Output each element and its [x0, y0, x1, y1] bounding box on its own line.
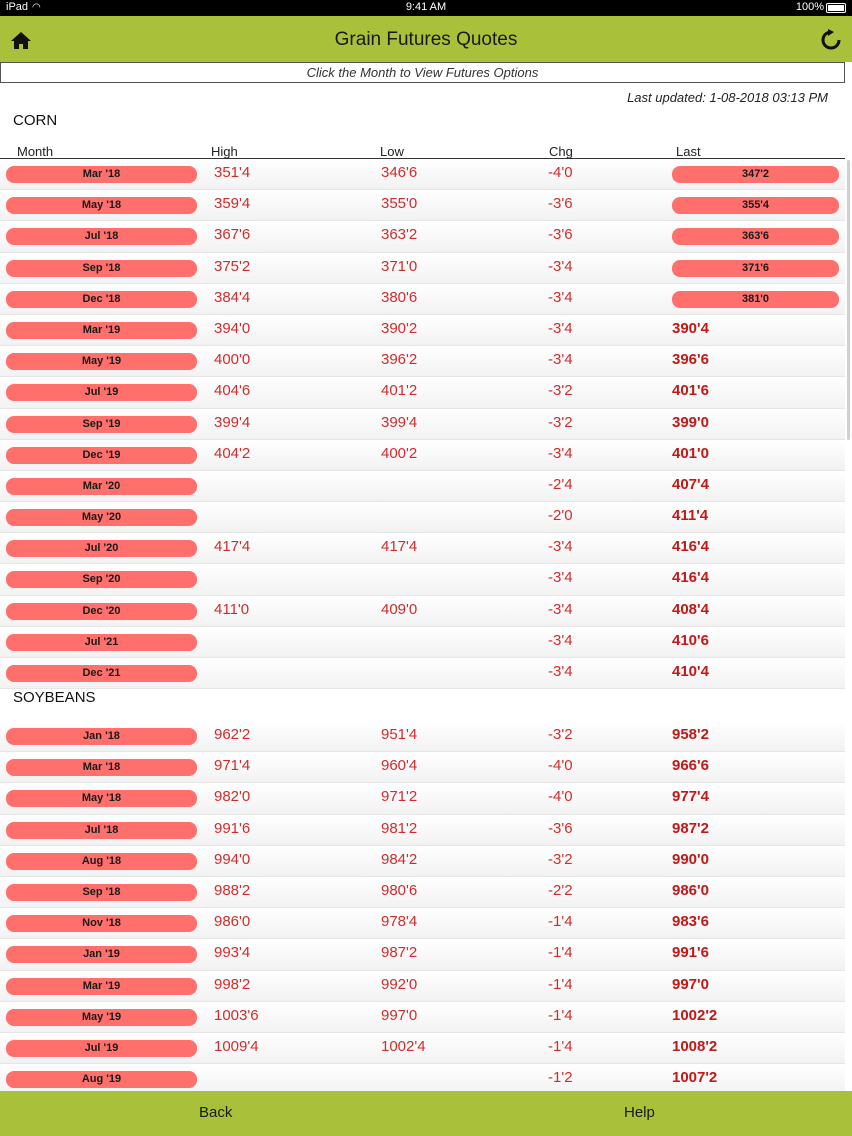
column-header-low: Low [380, 144, 404, 159]
change-cell: -1'4 [548, 975, 573, 993]
high-cell: 411'0 [214, 600, 250, 618]
change-cell: -3'4 [548, 663, 573, 680]
month-button[interactable]: May '18 [6, 790, 197, 807]
low-cell: 355'0 [381, 195, 418, 213]
footer-bar [0, 1091, 852, 1136]
table-row [0, 815, 845, 846]
change-cell: -3'6 [548, 226, 573, 244]
change-cell: -1'4 [548, 913, 573, 931]
table-row [0, 284, 845, 315]
table-header [0, 144, 845, 159]
battery-level: 100% [795, 1, 824, 13]
change-cell: -4'0 [548, 788, 573, 806]
last-cell: 396'6 [672, 351, 709, 369]
table-row [0, 502, 845, 533]
high-cell: 991'6 [214, 819, 251, 837]
table-row [0, 971, 845, 1002]
month-button[interactable]: Mar '19 [6, 978, 197, 995]
high-cell: 404'6 [214, 382, 251, 400]
month-button[interactable]: Sep '18 [6, 260, 197, 277]
last-cell: 987'2 [672, 819, 709, 837]
change-cell: -3'2 [548, 850, 573, 868]
month-button[interactable]: Sep '20 [6, 571, 197, 588]
table-row [0, 253, 845, 284]
table-row [0, 658, 845, 689]
clock: 9:41 AM [405, 1, 447, 13]
table-row [0, 221, 845, 252]
month-button[interactable]: May '19 [6, 1009, 197, 1026]
low-cell: 997'0 [381, 1006, 418, 1024]
last-cell: 410'6 [672, 631, 709, 649]
last-cell: 977'4 [672, 788, 709, 806]
table-row [0, 533, 845, 564]
low-cell: 981'2 [381, 819, 418, 837]
soybeans-table [0, 721, 845, 1095]
last-cell: 401'0 [672, 444, 709, 462]
change-cell: -4'0 [548, 164, 573, 181]
month-button[interactable]: Jan '19 [6, 946, 197, 963]
change-cell: -3'4 [548, 319, 573, 337]
last-cell: 399'0 [672, 413, 709, 431]
last-cell: 991'6 [672, 944, 709, 962]
table-row [0, 1033, 845, 1064]
month-button[interactable]: Mar '20 [6, 478, 197, 495]
low-cell: 371'0 [381, 257, 418, 275]
month-button[interactable]: Sep '19 [6, 416, 197, 433]
last-cell: 990'0 [672, 850, 709, 868]
high-cell: 404'2 [214, 444, 251, 462]
table-row [0, 346, 845, 377]
table-row [0, 783, 845, 814]
month-button[interactable]: Jan '18 [6, 728, 197, 745]
last-cell: 407'4 [672, 475, 709, 493]
table-row [0, 440, 845, 471]
low-cell: 951'4 [381, 726, 418, 743]
change-cell: -1'4 [548, 1037, 573, 1055]
high-cell: 399'4 [214, 413, 251, 431]
month-button[interactable]: Dec '18 [6, 291, 197, 308]
device-label: iPad ◠ [6, 1, 41, 13]
table-row [0, 908, 845, 939]
last-cell: 958'2 [672, 726, 709, 743]
column-header-month: Month [17, 144, 54, 159]
high-cell: 375'2 [214, 257, 251, 275]
table-row [0, 471, 845, 502]
low-cell: 978'4 [381, 913, 418, 931]
month-button[interactable]: Aug '18 [6, 853, 197, 870]
change-cell: -1'2 [548, 1069, 573, 1087]
last-cell: 966'6 [672, 757, 709, 775]
scrollbar[interactable] [847, 160, 850, 440]
high-cell: 988'2 [214, 881, 251, 899]
change-cell: -2'0 [548, 507, 573, 525]
month-button[interactable]: Aug '19 [6, 1071, 197, 1088]
high-cell: 367'6 [214, 226, 251, 244]
low-cell: 980'6 [381, 881, 418, 899]
table-row [0, 721, 845, 752]
table-row [0, 190, 845, 221]
last-cell: 983'6 [672, 913, 709, 931]
low-cell: 409'0 [381, 600, 418, 618]
change-cell: -3'4 [548, 351, 573, 369]
low-cell: 396'2 [381, 351, 418, 369]
low-cell: 346'6 [381, 164, 418, 181]
corn-table [0, 159, 845, 689]
low-cell: 380'6 [381, 288, 418, 306]
change-cell: -3'4 [548, 600, 573, 618]
change-cell: -3'2 [548, 413, 573, 431]
table-row [0, 596, 845, 627]
change-cell: -3'4 [548, 631, 573, 649]
last-updated: Last updated: 1-08-2018 03:13 PM [627, 90, 828, 105]
nav-bar [0, 16, 852, 62]
high-cell: 394'0 [214, 319, 251, 337]
month-button[interactable]: Jul '19 [6, 1040, 197, 1057]
low-cell: 960'4 [381, 757, 418, 775]
table-row [0, 752, 845, 783]
month-button[interactable]: Jul '19 [6, 384, 197, 401]
help-button[interactable]: Help [624, 1104, 655, 1121]
last-cell: 997'0 [672, 975, 709, 993]
change-cell: -3'4 [548, 257, 573, 275]
last-cell: 408'4 [672, 600, 709, 618]
last-cell: 410'4 [672, 663, 709, 680]
high-cell: 1009'4 [214, 1037, 259, 1055]
month-button[interactable]: Mar '18 [6, 759, 197, 776]
table-row [0, 409, 845, 440]
month-button[interactable]: Jul '20 [6, 540, 197, 557]
high-cell: 417'4 [214, 538, 251, 556]
high-cell: 993'4 [214, 944, 251, 962]
month-button[interactable]: May '19 [6, 353, 197, 370]
month-button[interactable]: May '20 [6, 509, 197, 526]
low-cell: 401'2 [381, 382, 418, 400]
change-cell: -3'2 [548, 382, 573, 400]
last-price-button[interactable]: 363'6 [672, 228, 839, 245]
high-cell: 986'0 [214, 913, 251, 931]
change-cell: -3'4 [548, 569, 573, 587]
last-cell: 416'4 [672, 538, 709, 556]
table-row [0, 846, 845, 877]
low-cell: 992'0 [381, 975, 418, 993]
last-price-button[interactable]: 381'0 [672, 291, 839, 308]
high-cell: 400'0 [214, 351, 251, 369]
table-row [0, 377, 845, 408]
low-cell: 390'2 [381, 319, 418, 337]
month-button[interactable]: Jul '18 [6, 228, 197, 245]
table-row [0, 159, 845, 190]
table-row [0, 627, 845, 658]
last-cell: 1002'2 [672, 1006, 718, 1024]
refresh-icon[interactable] [820, 29, 842, 51]
last-cell: 411'4 [672, 507, 709, 525]
change-cell: -1'4 [548, 1006, 573, 1024]
table-row [0, 315, 845, 346]
column-header-last: Last [676, 144, 701, 159]
low-cell: 1002'4 [381, 1037, 426, 1055]
high-cell: 359'4 [214, 195, 251, 213]
high-cell: 971'4 [214, 757, 251, 775]
change-cell: -3'6 [548, 819, 573, 837]
table-row [0, 939, 845, 970]
battery-icon [826, 3, 846, 13]
high-cell: 384'4 [214, 288, 251, 306]
last-price-button[interactable]: 371'6 [672, 260, 839, 277]
last-cell: 416'4 [672, 569, 709, 587]
month-button[interactable]: Nov '18 [6, 915, 197, 932]
low-cell: 363'2 [381, 226, 418, 244]
last-price-button[interactable]: 355'4 [672, 197, 839, 214]
status-bar [0, 0, 852, 16]
last-cell: 390'4 [672, 319, 709, 337]
high-cell: 962'2 [214, 726, 251, 743]
last-cell: 986'0 [672, 881, 709, 899]
low-cell: 971'2 [381, 788, 418, 806]
wifi-icon: ◠ [32, 2, 41, 13]
last-cell: 401'6 [672, 382, 709, 400]
last-price-button[interactable]: 347'2 [672, 166, 839, 183]
change-cell: -2'4 [548, 475, 573, 493]
options-hint-banner: Click the Month to View Futures Options [0, 62, 845, 83]
last-cell: 1008'2 [672, 1037, 718, 1055]
page-title: Grain Futures Quotes [334, 29, 518, 50]
high-cell: 351'4 [214, 164, 251, 181]
table-row [0, 877, 845, 908]
month-button[interactable]: Jul '18 [6, 822, 197, 839]
month-button[interactable]: Jul '21 [6, 634, 197, 651]
change-cell: -3'2 [548, 726, 573, 743]
back-button[interactable]: Back [199, 1104, 233, 1121]
change-cell: -3'4 [548, 444, 573, 462]
table-row [0, 564, 845, 595]
change-cell: -3'4 [548, 288, 573, 306]
change-cell: -3'4 [548, 538, 573, 556]
change-cell: -3'6 [548, 195, 573, 213]
month-button[interactable]: Dec '20 [6, 603, 197, 620]
low-cell: 987'2 [381, 944, 418, 962]
low-cell: 400'2 [381, 444, 418, 462]
change-cell: -4'0 [548, 757, 573, 775]
change-cell: -2'2 [548, 881, 573, 899]
section-title-soybeans: SOYBEANS [13, 689, 96, 706]
low-cell: 417'4 [381, 538, 418, 556]
section-title-corn: CORN [13, 112, 58, 129]
low-cell: 399'4 [381, 413, 418, 431]
last-cell: 1007'2 [672, 1069, 718, 1087]
high-cell: 994'0 [214, 850, 251, 868]
month-button[interactable]: Dec '21 [6, 665, 197, 682]
column-header-high: High [211, 144, 238, 159]
high-cell: 1003'6 [214, 1006, 259, 1024]
change-cell: -1'4 [548, 944, 573, 962]
month-button[interactable]: May '18 [6, 197, 197, 214]
column-header-chg: Chg [549, 144, 573, 159]
high-cell: 998'2 [214, 975, 251, 993]
high-cell: 982'0 [214, 788, 251, 806]
month-button[interactable]: Dec '19 [6, 447, 197, 464]
table-row [0, 1002, 845, 1033]
month-button[interactable]: Mar '19 [6, 322, 197, 339]
month-button[interactable]: Mar '18 [6, 166, 197, 183]
low-cell: 984'2 [381, 850, 418, 868]
month-button[interactable]: Sep '18 [6, 884, 197, 901]
